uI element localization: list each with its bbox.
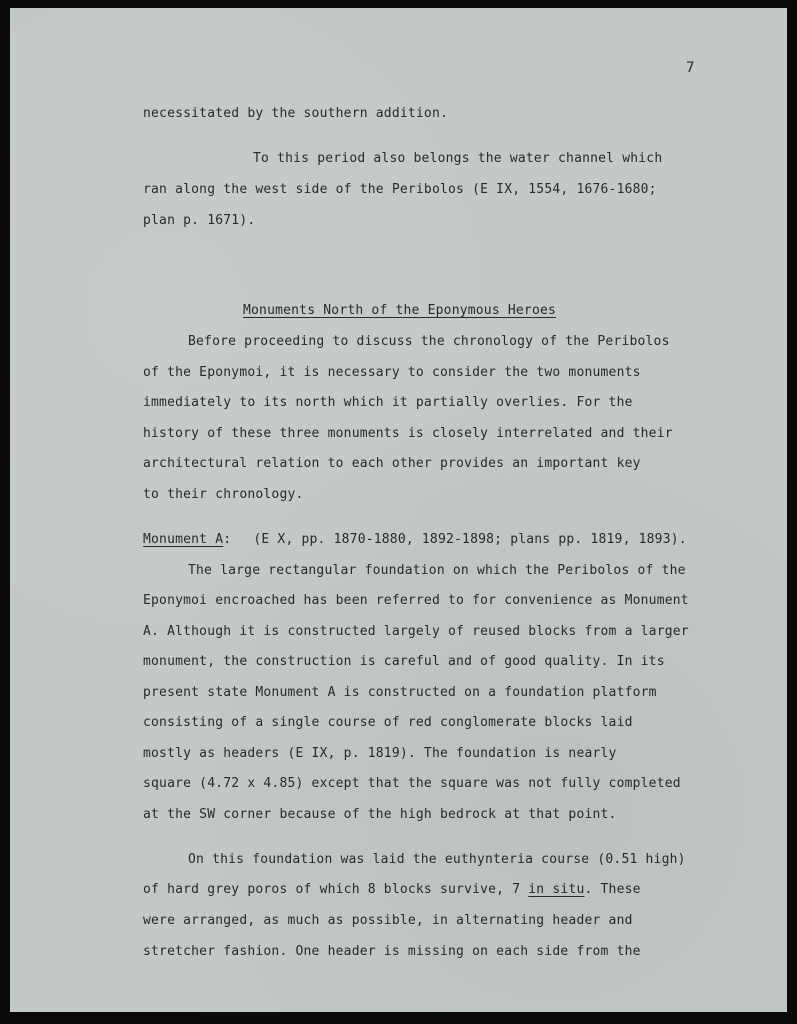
text-line: On this foundation was laid the euthynteria course (0.51 high) (188, 852, 686, 867)
text-line: to their chronology. (143, 487, 304, 502)
text-line: at the SW corner because of the high bedrock at that point. (143, 807, 617, 822)
text-span: . These (584, 882, 641, 897)
text-line: plan p. 1671). (143, 213, 256, 228)
text-line: consisting of a single course of red conglomerate blocks laid (143, 715, 633, 730)
text-line: ran along the west side of the Peribolos (E IX, 1554, 1676-1680; (143, 182, 657, 197)
page-number: 7 (686, 60, 695, 76)
text-line: The large rectangular foundation on which the Peribolos of the (188, 563, 686, 578)
text-line: were arranged, as much as possible, in alternating header and (143, 913, 633, 928)
text-line: history of these three monuments is closely interrelated and their (143, 426, 673, 441)
text-line: Eponymoi encroached has been referred to for convenience as Monument (143, 593, 689, 608)
monument-a-label: Monument A (143, 532, 224, 547)
text-line: square (4.72 x 4.85) except that the square was not fully completed (143, 776, 681, 791)
text-line: monument, the construction is careful and of good quality. In its (143, 654, 665, 669)
monument-a-heading-line (143, 532, 687, 548)
text-line (143, 882, 641, 898)
text-line: To this period also belongs the water channel which (253, 151, 663, 166)
section-heading: Monuments North of the Eponymous Heroes (243, 303, 557, 318)
monument-a-colon: : (223, 532, 232, 547)
monument-a-refs: (E X, pp. 1870-1880, 1892-1898; plans pp. 1819, 1893). (253, 532, 687, 547)
text-line: necessitated by the southern addition. (143, 106, 449, 121)
text-line: of the Eponymoi, it is necessary to consider the two monuments (143, 365, 641, 380)
text-line: mostly as headers (E IX, p. 1819). The foundation is nearly (143, 746, 617, 761)
text-line: immediately to its north which it partially overlies. For the (143, 395, 633, 410)
text-span: of hard grey poros of which 8 blocks survive, 7 (143, 882, 529, 897)
text-line: A. Although it is constructed largely of reused blocks from a larger (143, 624, 689, 639)
text-line: present state Monument A is constructed on a foundation platform (143, 685, 657, 700)
in-situ-underlined: in situ (528, 882, 585, 897)
text-line: Before proceeding to discuss the chronology of the Peribolos (188, 334, 670, 349)
text-line: architectural relation to each other provides an important key (143, 456, 641, 471)
text-line: stretcher fashion. One header is missing on each side from the (143, 944, 641, 959)
typewritten-page (10, 8, 787, 1012)
